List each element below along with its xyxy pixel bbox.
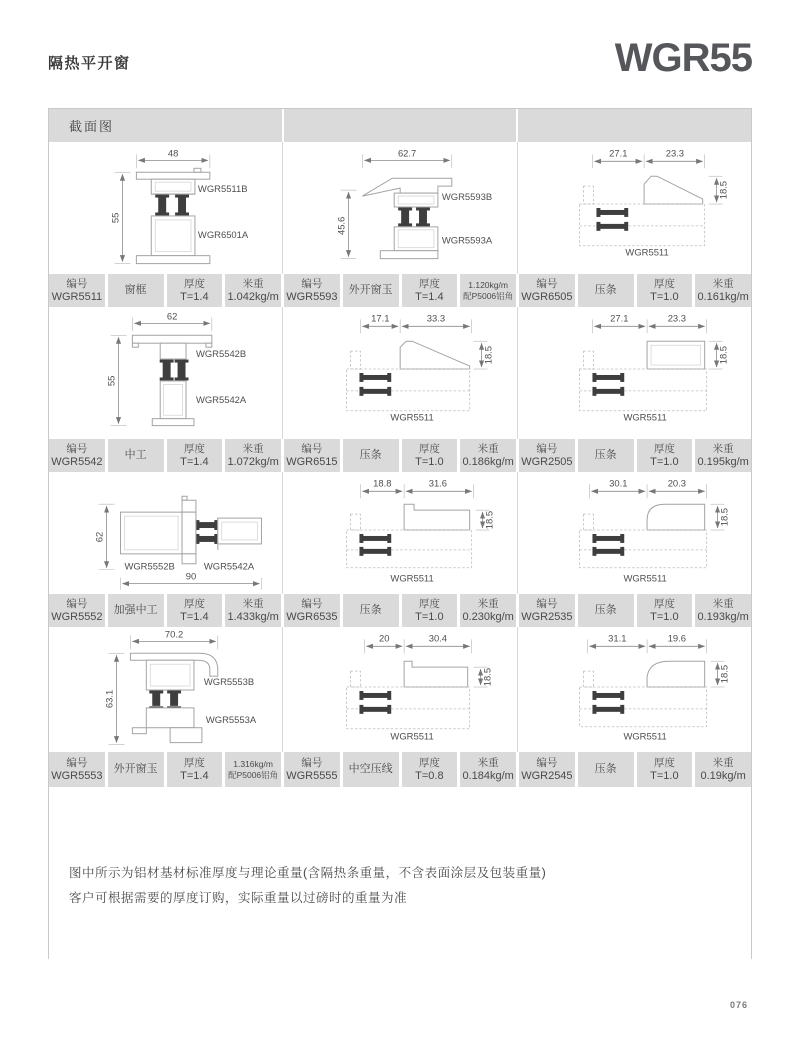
- spec-name-cell: [578, 439, 634, 472]
- dimension-label: 20.3: [667, 477, 686, 489]
- part-label: WGR5542B: [195, 348, 247, 360]
- spec-weight-cell: [225, 274, 281, 307]
- spec-code-value: WGR5593: [286, 290, 338, 303]
- spec-thickness-label: 厚度: [418, 597, 440, 610]
- spec-weight-label: 米重: [712, 756, 734, 769]
- dimension-label: 48: [167, 147, 179, 159]
- spec-code-label: 编号: [66, 442, 88, 455]
- header-cell-empty: [284, 109, 517, 142]
- profile-drawing: [283, 142, 516, 274]
- spec-weight-cell: [225, 594, 281, 627]
- spec-weight-value: 0.195kg/m: [697, 455, 749, 468]
- part-label: WGR5511: [390, 411, 435, 423]
- spec-name: 压条: [594, 604, 617, 616]
- section-table: [48, 108, 752, 959]
- spec-code-cell: [284, 439, 340, 472]
- page-number: 076: [729, 1000, 748, 1010]
- profile-drawing: [283, 307, 516, 439]
- dimension-label: 70.2: [164, 628, 184, 640]
- spec-code-cell: [284, 594, 340, 627]
- profile-drawing: [518, 472, 751, 594]
- spec-weight-label: 米重: [477, 756, 499, 769]
- spec-thickness-cell: [402, 752, 458, 787]
- drawing-cell-wgr5555: [283, 627, 517, 752]
- spec-thickness-label: 厚度: [653, 756, 675, 769]
- spec-thickness-value: T=1.4: [180, 290, 209, 303]
- spec-weight-cell: [225, 752, 281, 787]
- part-label: WGR5552B: [124, 560, 175, 572]
- dimension-label: 17.1: [371, 312, 390, 324]
- spec-code-value: WGR5553: [51, 769, 103, 782]
- spec-thickness-cell: [167, 439, 223, 472]
- dimension-label: 18.5: [483, 510, 495, 530]
- spec-code-value: WGR5511: [51, 290, 103, 303]
- spec-weight-value: 0.230kg/m: [462, 610, 514, 623]
- profile-drawing: [49, 307, 282, 439]
- drawing-row-3: [49, 472, 751, 594]
- spec-name-cell: [108, 752, 164, 787]
- spec-weight-cell: [460, 752, 516, 787]
- spec-code-cell: [519, 274, 575, 307]
- dimension-label: 90: [185, 570, 197, 582]
- spec-thickness-value: T=1.0: [415, 610, 444, 623]
- spec-weight-label: 米重: [242, 277, 264, 290]
- spec-name-cell: [578, 274, 634, 307]
- spec-code-label: 编号: [66, 756, 88, 769]
- spec-weight-note: 配P5006铝角: [463, 290, 514, 301]
- profile-drawing: [518, 307, 751, 439]
- spec-weight-value: 1.042kg/m: [227, 290, 279, 303]
- spec-name-cell: [343, 439, 399, 472]
- drawing-cell-wgr6505: [518, 142, 751, 274]
- dimension-label: 18.5: [718, 507, 730, 527]
- spec-weight-label: 米重: [477, 442, 499, 455]
- spec-weight-value: 1.316kg/m: [233, 758, 273, 769]
- spec-thickness-cell: [402, 274, 458, 307]
- part-label: WGR5511: [390, 572, 435, 584]
- spec-code-label: 编号: [536, 277, 558, 290]
- spec-weight-value: 1.072kg/m: [227, 455, 279, 468]
- footnote-line: 图中所示为铝材基材标准厚度与理论重量(含隔热条重量，不含表面涂层及包装重量): [69, 866, 547, 880]
- spec-weight-cell: [460, 274, 516, 307]
- spec-name: 窗框: [124, 284, 147, 296]
- part-label: WGR5553A: [205, 713, 257, 725]
- header-cell-empty: [518, 109, 751, 142]
- dimension-label: 20: [379, 632, 390, 644]
- spec-name-cell: [108, 594, 164, 627]
- dimension-label: 55: [105, 375, 117, 387]
- spec-weight-label: 米重: [712, 442, 734, 455]
- spec-thickness-cell: [637, 752, 693, 787]
- spec-thickness-label: 厚度: [653, 597, 675, 610]
- spec-name: 中工: [124, 449, 147, 461]
- spec-name: 压条: [594, 449, 617, 461]
- profile-drawing: [49, 472, 282, 594]
- spec-thickness-cell: [402, 594, 458, 627]
- spec-thickness-cell: [402, 439, 458, 472]
- spec-thickness-cell: [167, 274, 223, 307]
- spec-thickness-label: 厚度: [183, 597, 205, 610]
- spec-weight-value: 0.184kg/m: [462, 769, 514, 782]
- dimension-label: 27.1: [608, 147, 628, 159]
- spec-code-label: 编号: [536, 442, 558, 455]
- spec-name-cell: [343, 594, 399, 627]
- model-code: WGR55: [614, 36, 752, 80]
- spec-code-value: WGR6515: [286, 455, 338, 468]
- spec-row-2: [49, 439, 751, 472]
- dimension-label: 18.5: [481, 667, 493, 687]
- drawing-cell-wgr2535: [518, 472, 751, 594]
- part-label: WGR5593A: [442, 234, 493, 246]
- part-label: WGR5511: [623, 572, 667, 584]
- spec-row-1: [49, 274, 751, 307]
- dimension-label: 23.3: [667, 312, 686, 324]
- spec-weight-cell: [695, 274, 751, 307]
- dimension-label: 19.6: [667, 632, 686, 644]
- spec-code-cell: [49, 439, 105, 472]
- spec-name: 压条: [594, 284, 617, 296]
- spec-code-value: WGR2545: [521, 769, 573, 782]
- drawing-cell-wgr5553: [49, 627, 283, 752]
- spec-name-cell: [343, 274, 399, 307]
- spec-code-label: 编号: [301, 756, 323, 769]
- spec-thickness-value: T=1.4: [180, 610, 209, 623]
- spec-thickness-cell: [637, 594, 693, 627]
- spec-weight-cell: [460, 439, 516, 472]
- spec-name: 外开窗玉: [113, 763, 158, 775]
- spec-name: 压条: [359, 449, 382, 461]
- spec-name: 加强中工: [113, 604, 158, 616]
- spec-thickness-value: T=1.0: [650, 455, 679, 468]
- spec-weight-cell: [695, 439, 751, 472]
- spec-weight-label: 米重: [477, 597, 499, 610]
- spec-name: 压条: [359, 604, 382, 616]
- spec-code-label: 编号: [66, 277, 88, 290]
- spec-thickness-cell: [637, 274, 693, 307]
- footnote-area: [49, 787, 751, 960]
- spec-name: 中空压线: [348, 763, 393, 775]
- spec-weight-value: 0.186kg/m: [462, 455, 514, 468]
- drawing-cell-wgr6515: [283, 307, 517, 439]
- spec-thickness-value: T=1.0: [415, 455, 444, 468]
- spec-code-cell: [519, 594, 575, 627]
- spec-code-cell: [49, 594, 105, 627]
- spec-thickness-label: 厚度: [653, 277, 675, 290]
- profile-drawing: [283, 627, 516, 752]
- spec-weight-label: 米重: [242, 442, 264, 455]
- profile-drawing: [518, 142, 751, 274]
- drawing-cell-wgr6535: [283, 472, 517, 594]
- spec-weight-value: 0.193kg/m: [697, 610, 749, 623]
- footnote-line: 客户可根据需要的厚度订购，实际重量以过磅时的重量为准: [69, 891, 408, 905]
- dimension-label: 62.7: [398, 147, 417, 159]
- part-label: WGR5542A: [203, 560, 255, 572]
- spec-code-value: WGR6535: [286, 610, 338, 623]
- spec-code-cell: [519, 752, 575, 787]
- spec-code-cell: [284, 752, 340, 787]
- dimension-label: 31.6: [429, 477, 448, 489]
- spec-thickness-cell: [167, 752, 223, 787]
- drawing-cell-wgr5593: [283, 142, 517, 274]
- spec-code-value: WGR2505: [521, 455, 573, 468]
- dimension-label: 63.1: [103, 689, 115, 709]
- spec-thickness-cell: [637, 439, 693, 472]
- profile-drawing: [518, 627, 751, 752]
- dimension-label: 31.1: [607, 632, 627, 644]
- spec-weight-cell: [225, 439, 281, 472]
- spec-weight-cell: [695, 594, 751, 627]
- spec-code-label: 编号: [66, 597, 88, 610]
- dimension-label: 18.5: [482, 345, 494, 365]
- profile-drawing: [283, 472, 516, 594]
- dimension-label: 27.1: [609, 312, 629, 324]
- drawing-cell-wgr5542: [49, 307, 283, 439]
- spec-name-cell: [108, 274, 164, 307]
- spec-weight-label: 米重: [712, 277, 734, 290]
- drawing-row-1: [49, 142, 751, 274]
- spec-code-label: 编号: [301, 277, 323, 290]
- dimension-label: 18.5: [717, 345, 729, 365]
- dimension-label: 30.4: [429, 632, 448, 644]
- part-label: WGR5511: [625, 246, 669, 258]
- dimension-label: 55: [109, 212, 121, 224]
- spec-thickness-label: 厚度: [183, 442, 205, 455]
- spec-code-cell: [519, 439, 575, 472]
- spec-row-4: [49, 752, 751, 787]
- spec-weight-cell: [460, 594, 516, 627]
- dimension-label: 45.6: [335, 216, 347, 236]
- part-label: WGR5593B: [442, 191, 493, 203]
- spec-thickness-value: T=1.0: [650, 610, 679, 623]
- drawing-cell-wgr5511: [49, 142, 283, 274]
- profile-drawing: [49, 627, 282, 752]
- spec-thickness-value: T=1.4: [180, 769, 209, 782]
- spec-thickness-value: T=0.8: [415, 769, 444, 782]
- dimension-label: 30.1: [608, 477, 628, 489]
- spec-weight-value: 0.161kg/m: [697, 290, 749, 303]
- spec-name-cell: [578, 594, 634, 627]
- drawing-row-2: [49, 307, 751, 439]
- part-label: WGR6501A: [197, 228, 249, 240]
- spec-code-value: WGR5555: [286, 769, 338, 782]
- drawing-cell-wgr2505: [518, 307, 751, 439]
- part-label: WGR5511: [623, 730, 667, 742]
- spec-thickness-cell: [167, 594, 223, 627]
- spec-weight-label: 米重: [242, 597, 264, 610]
- part-label: WGR5511: [390, 730, 435, 742]
- spec-code-value: WGR6505: [521, 290, 573, 303]
- table-header-row: [49, 109, 751, 142]
- spec-code-label: 编号: [301, 442, 323, 455]
- spec-code-value: WGR5552: [51, 610, 103, 623]
- spec-thickness-value: T=1.0: [650, 769, 679, 782]
- drawing-cell-wgr5552: [49, 472, 283, 594]
- spec-code-label: 编号: [536, 597, 558, 610]
- section-header: 截面图: [69, 119, 115, 134]
- spec-weight-note: 配P5006铝角: [228, 769, 279, 780]
- dimension-label: 62: [93, 531, 105, 543]
- spec-thickness-value: T=1.4: [180, 455, 209, 468]
- drawing-cell-wgr2545: [518, 627, 751, 752]
- spec-thickness-value: T=1.0: [650, 290, 679, 303]
- dimension-label: 18.5: [717, 180, 729, 200]
- part-label: WGR5553B: [203, 676, 255, 688]
- spec-thickness-value: T=1.4: [415, 290, 444, 303]
- section-header-cell: [49, 109, 282, 142]
- drawing-row-4: [49, 627, 751, 752]
- page-title: 隔热平开窗: [48, 55, 131, 72]
- spec-code-cell: [284, 274, 340, 307]
- part-label: WGR5511: [623, 411, 667, 423]
- spec-thickness-label: 厚度: [418, 442, 440, 455]
- spec-code-value: WGR5542: [51, 455, 103, 468]
- part-label: WGR5542A: [195, 393, 247, 405]
- spec-weight-value: 1.433kg/m: [227, 610, 279, 623]
- spec-code-value: WGR2535: [521, 610, 573, 623]
- dimension-label: 23.3: [665, 147, 684, 159]
- spec-name: 压条: [594, 763, 617, 775]
- spec-row-3: [49, 594, 751, 627]
- profile-drawing: [49, 142, 282, 274]
- part-label: WGR5511B: [197, 183, 248, 195]
- dimension-label: 18.5: [718, 664, 730, 684]
- spec-name-cell: [343, 752, 399, 787]
- spec-name-cell: [578, 752, 634, 787]
- spec-weight-value: 0.19kg/m: [700, 769, 746, 782]
- spec-name: 外开窗玉: [348, 284, 393, 296]
- spec-thickness-label: 厚度: [653, 442, 675, 455]
- spec-weight-cell: [695, 752, 751, 787]
- spec-code-label: 编号: [301, 597, 323, 610]
- spec-thickness-label: 厚度: [183, 277, 205, 290]
- spec-code-cell: [49, 752, 105, 787]
- dimension-label: 18.8: [373, 477, 392, 489]
- spec-thickness-label: 厚度: [418, 756, 440, 769]
- spec-thickness-label: 厚度: [418, 277, 440, 290]
- spec-weight-label: 米重: [712, 597, 734, 610]
- dimension-label: 33.3: [427, 312, 446, 324]
- spec-thickness-label: 厚度: [183, 756, 205, 769]
- spec-weight-value: 1.120kg/m: [468, 279, 508, 290]
- spec-name-cell: [108, 439, 164, 472]
- spec-code-cell: [49, 274, 105, 307]
- spec-code-label: 编号: [536, 756, 558, 769]
- dimension-label: 62: [166, 310, 178, 322]
